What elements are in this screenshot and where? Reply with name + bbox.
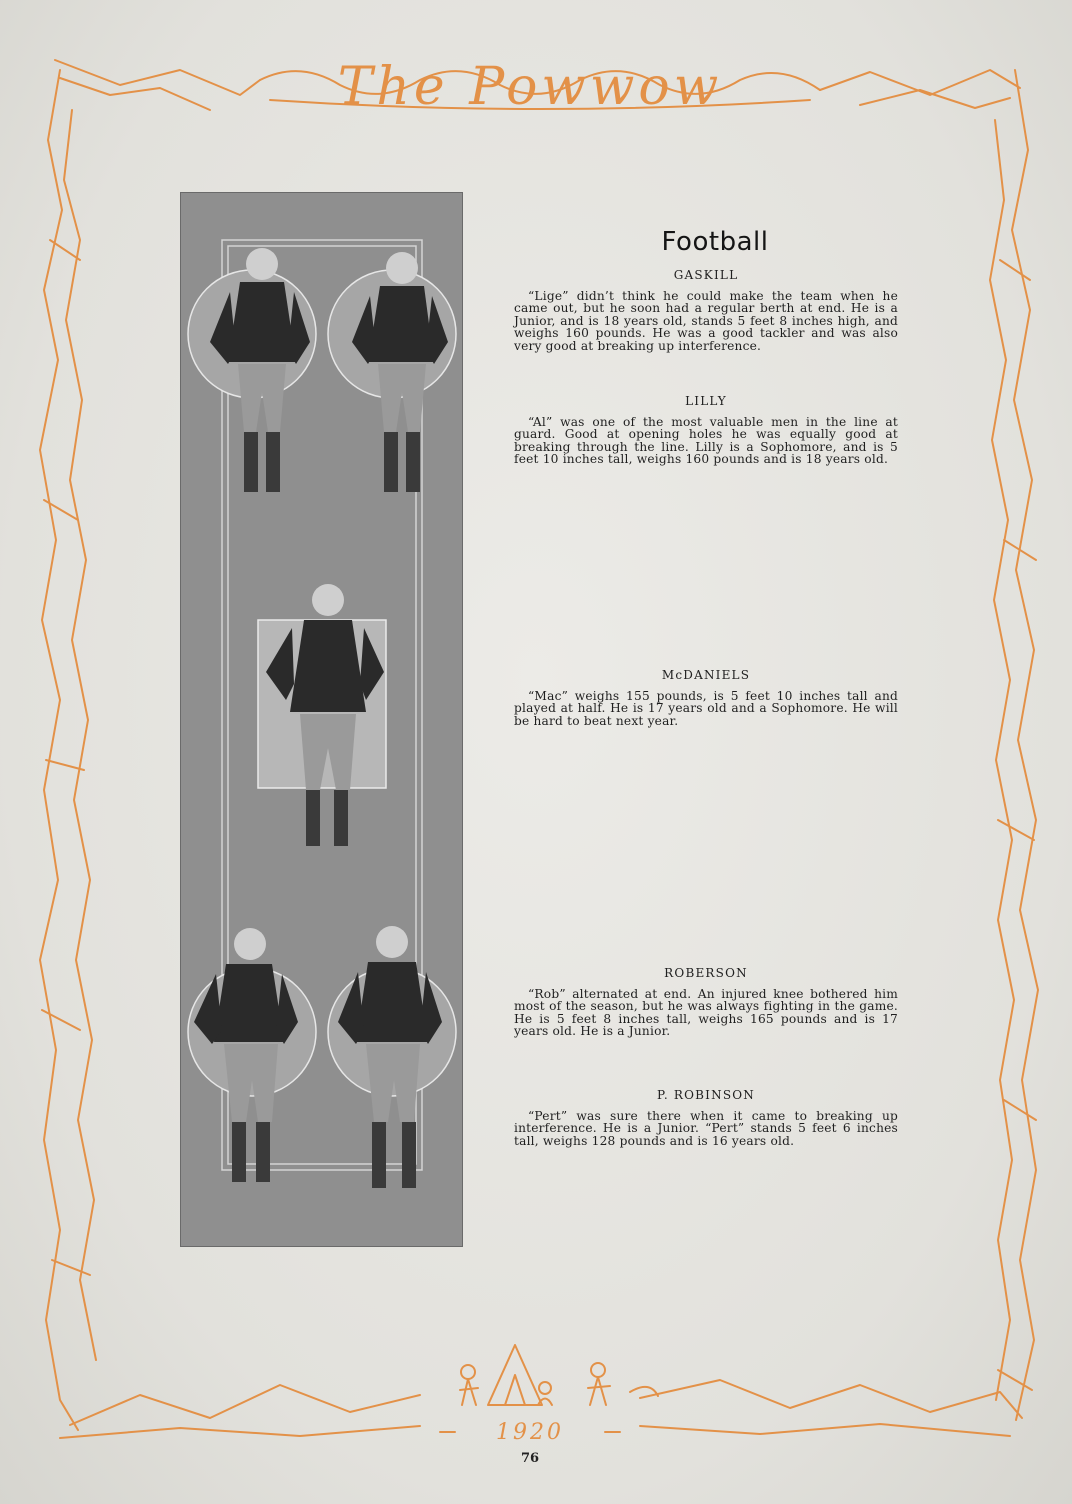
team-photo-panel — [180, 192, 463, 1247]
yearbook-year: 1920 — [496, 1420, 564, 1445]
player-description: “Rob” alternated at end. An injured knee bothered him most of the season, but he was always fighting in the game. He is 5 feet 8 inches tall, weighs 165 pounds and is 17 years old. He is a Junior. — [514, 987, 898, 1039]
player-name: ROBERSON — [664, 966, 748, 980]
player-description: “Mac” weighs 155 pounds, is 5 feet 10 inches tall and played at half. He is 17 years old and a Sophomore. He will be hard to beat next year. — [514, 689, 898, 728]
player-photos — [180, 192, 463, 1247]
player-name: McDANIELS — [661, 668, 751, 682]
player-name: LILLY — [685, 394, 727, 408]
player-description: “Lige” didn’t think he could make the team when he came out, but he soon had a regular berth at end. He is a Junior, and is 18 years old, stands 5 feet 8 inches high, and weighs 160 pounds. He was a good tackler and was also very good at breaking up interference. — [514, 289, 898, 353]
yearbook-banner-title: The Powwow — [337, 57, 723, 117]
page-heading: Football — [661, 227, 769, 258]
player-entry-p-robinson — [514, 1088, 898, 1147]
player-entry-mcdaniels — [514, 668, 898, 727]
player-name: GASKILL — [673, 268, 739, 282]
player-description: “Pert” was sure there when it came to breaking up interference. He is a Junior. “Pert” stands 5 feet 6 inches tall, weighs 128 pounds and is 16 years old. — [514, 1109, 898, 1148]
player-entry-gaskill — [514, 268, 898, 352]
player-entry-roberson — [514, 966, 898, 1038]
player-description: “Al” was one of the most valuable men in the line at guard. Good at opening holes he was equally good at breaking through the line. Lilly is a Sophomore, and is 5 feet 10 inches tall, weighs 160 pounds and is 18 years old. — [514, 415, 898, 467]
player-name: P. ROBINSON — [657, 1088, 755, 1102]
player-entry-lilly — [514, 394, 898, 466]
page-number: 76 — [520, 1451, 540, 1466]
